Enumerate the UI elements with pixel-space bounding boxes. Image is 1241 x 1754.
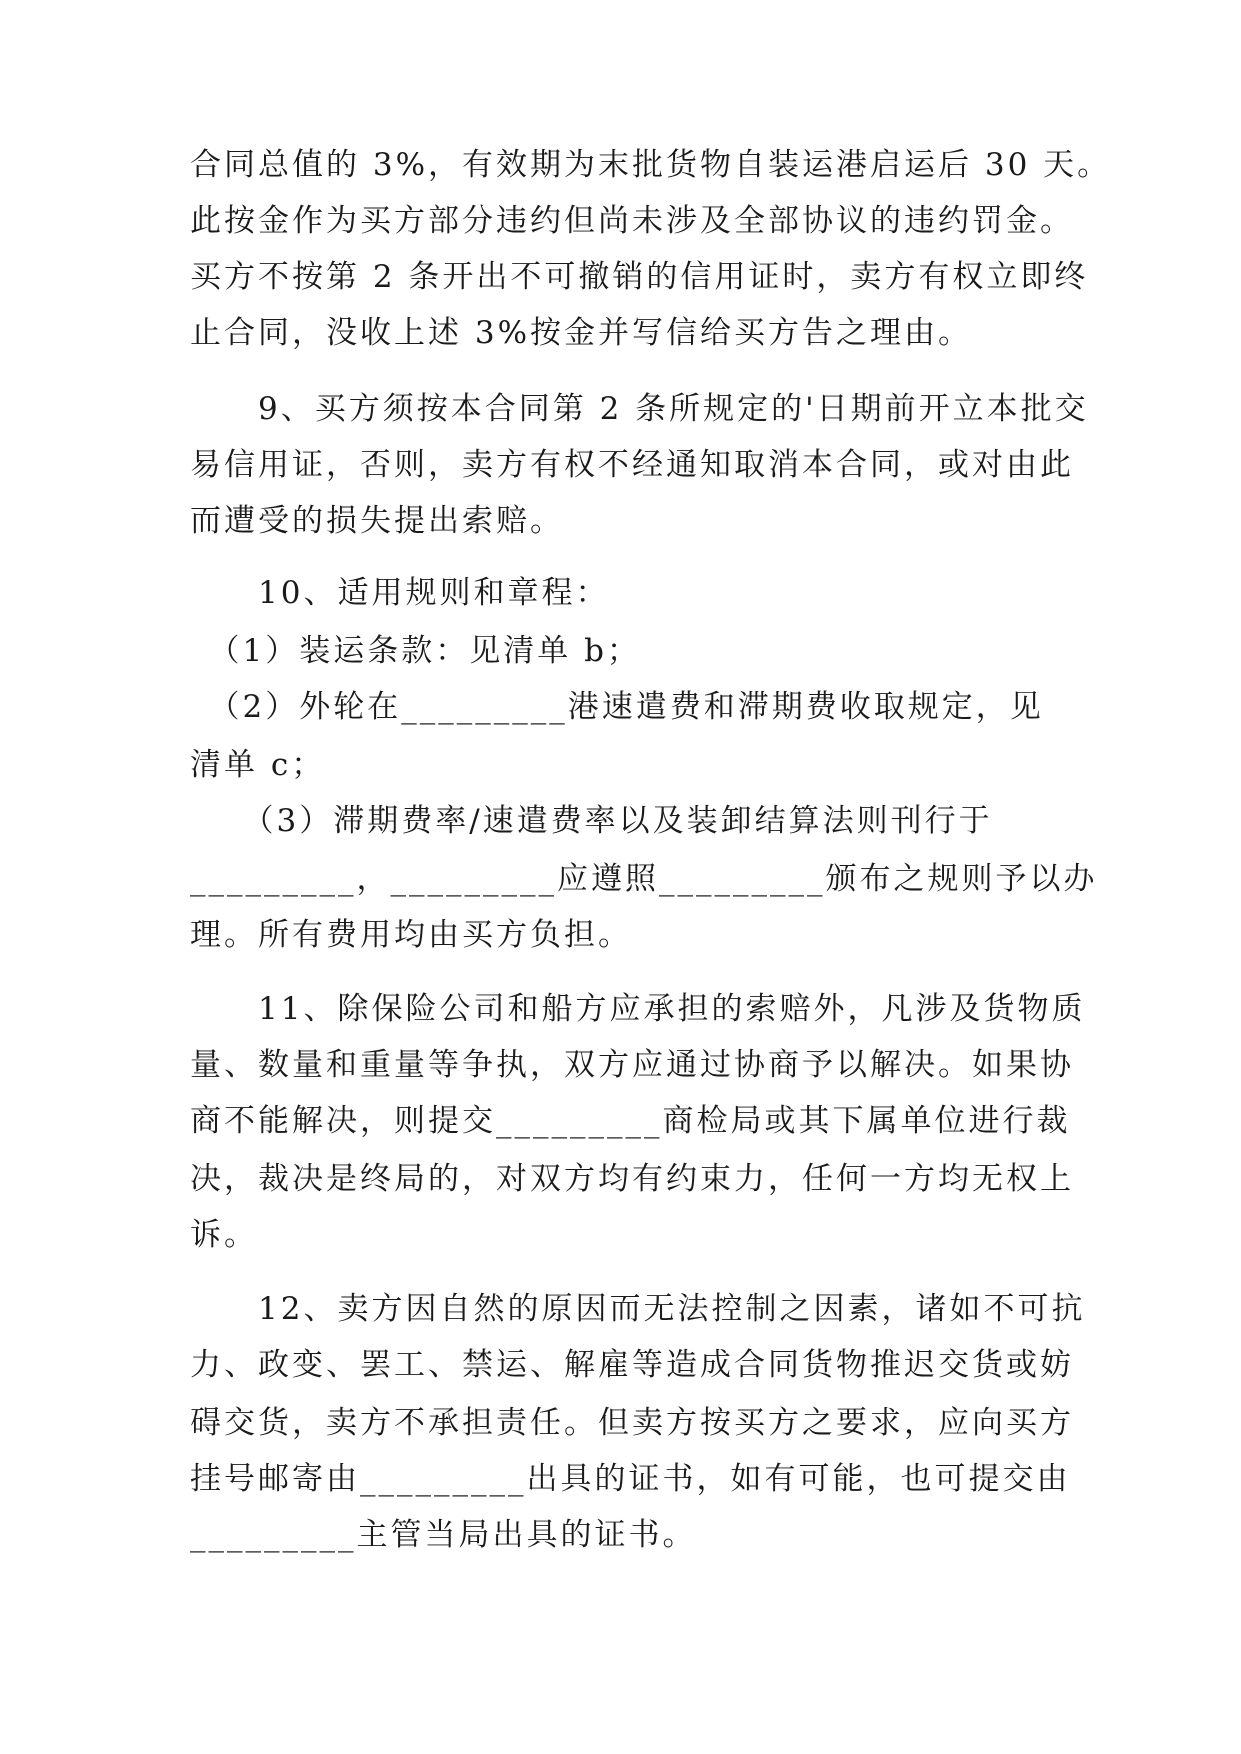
text-line: （3）滞期费率/速遣费率以及装卸结算法则刊行于 [190,803,993,839]
text-line: 合同总值的 3%，有效期为末批货物自装运港启运后 30 天。 [190,147,1112,183]
text-line: （1）装运条款：见清单 b； [190,633,641,669]
text-line: 易信用证，否则，卖方有权不经通知取消本合同，或对由此 [190,447,1074,483]
text-line: 理。所有费用均由买方负担。 [190,917,632,953]
text-line: 决，裁决是终局的，对双方均有约束力，任何一方均无权上 [190,1161,1074,1197]
text-line: _________，_________应遵照_________颁布之规则予以办 [190,861,1098,897]
text-line: _________主管当局出具的证书。 [190,1517,697,1553]
text-line: 12、卖方因自然的原因而无法控制之因素，诸如不可抗 [190,1291,1086,1327]
text-line: 商不能解决，则提交_________商检局或其下属单位进行裁 [190,1103,1071,1139]
text-line: 9、买方须按本合同第 2 条所规定的'日期前开立本批交 [190,391,1089,427]
text-line: 买方不按第 2 条开出不可撤销的信用证时，卖方有权立即终 [190,259,1089,295]
text-line: 止合同，没收上述 3%按金并写信给买方告之理由。 [190,315,973,351]
text-line: 11、除保险公司和船方应承担的索赔外，凡涉及货物质 [190,991,1086,1027]
text-line: 挂号邮寄由_________出具的证书，如有可能，也可提交由 [190,1461,1071,1497]
text-line: （2）外轮在_________港速遣费和滞期费收取规定，见 [190,689,1044,725]
text-line: 诉。 [190,1217,258,1253]
text-line: 碍交货，卖方不承担责任。但卖方按买方之要求，应向买方 [190,1405,1074,1441]
text-line: 力、政变、罢工、禁运、解雇等造成合同货物推迟交货或妨 [190,1347,1074,1383]
text-line: 清单 c； [190,747,326,783]
text-line: 此按金作为买方部分违约但尚未涉及全部协议的违约罚金。 [190,203,1074,239]
text-line: 量、数量和重量等争执，双方应通过协商予以解决。如果协 [190,1047,1074,1083]
text-line: 而遭受的损失提出索赔。 [190,503,564,539]
text-line: 10、适用规则和章程： [190,575,610,611]
